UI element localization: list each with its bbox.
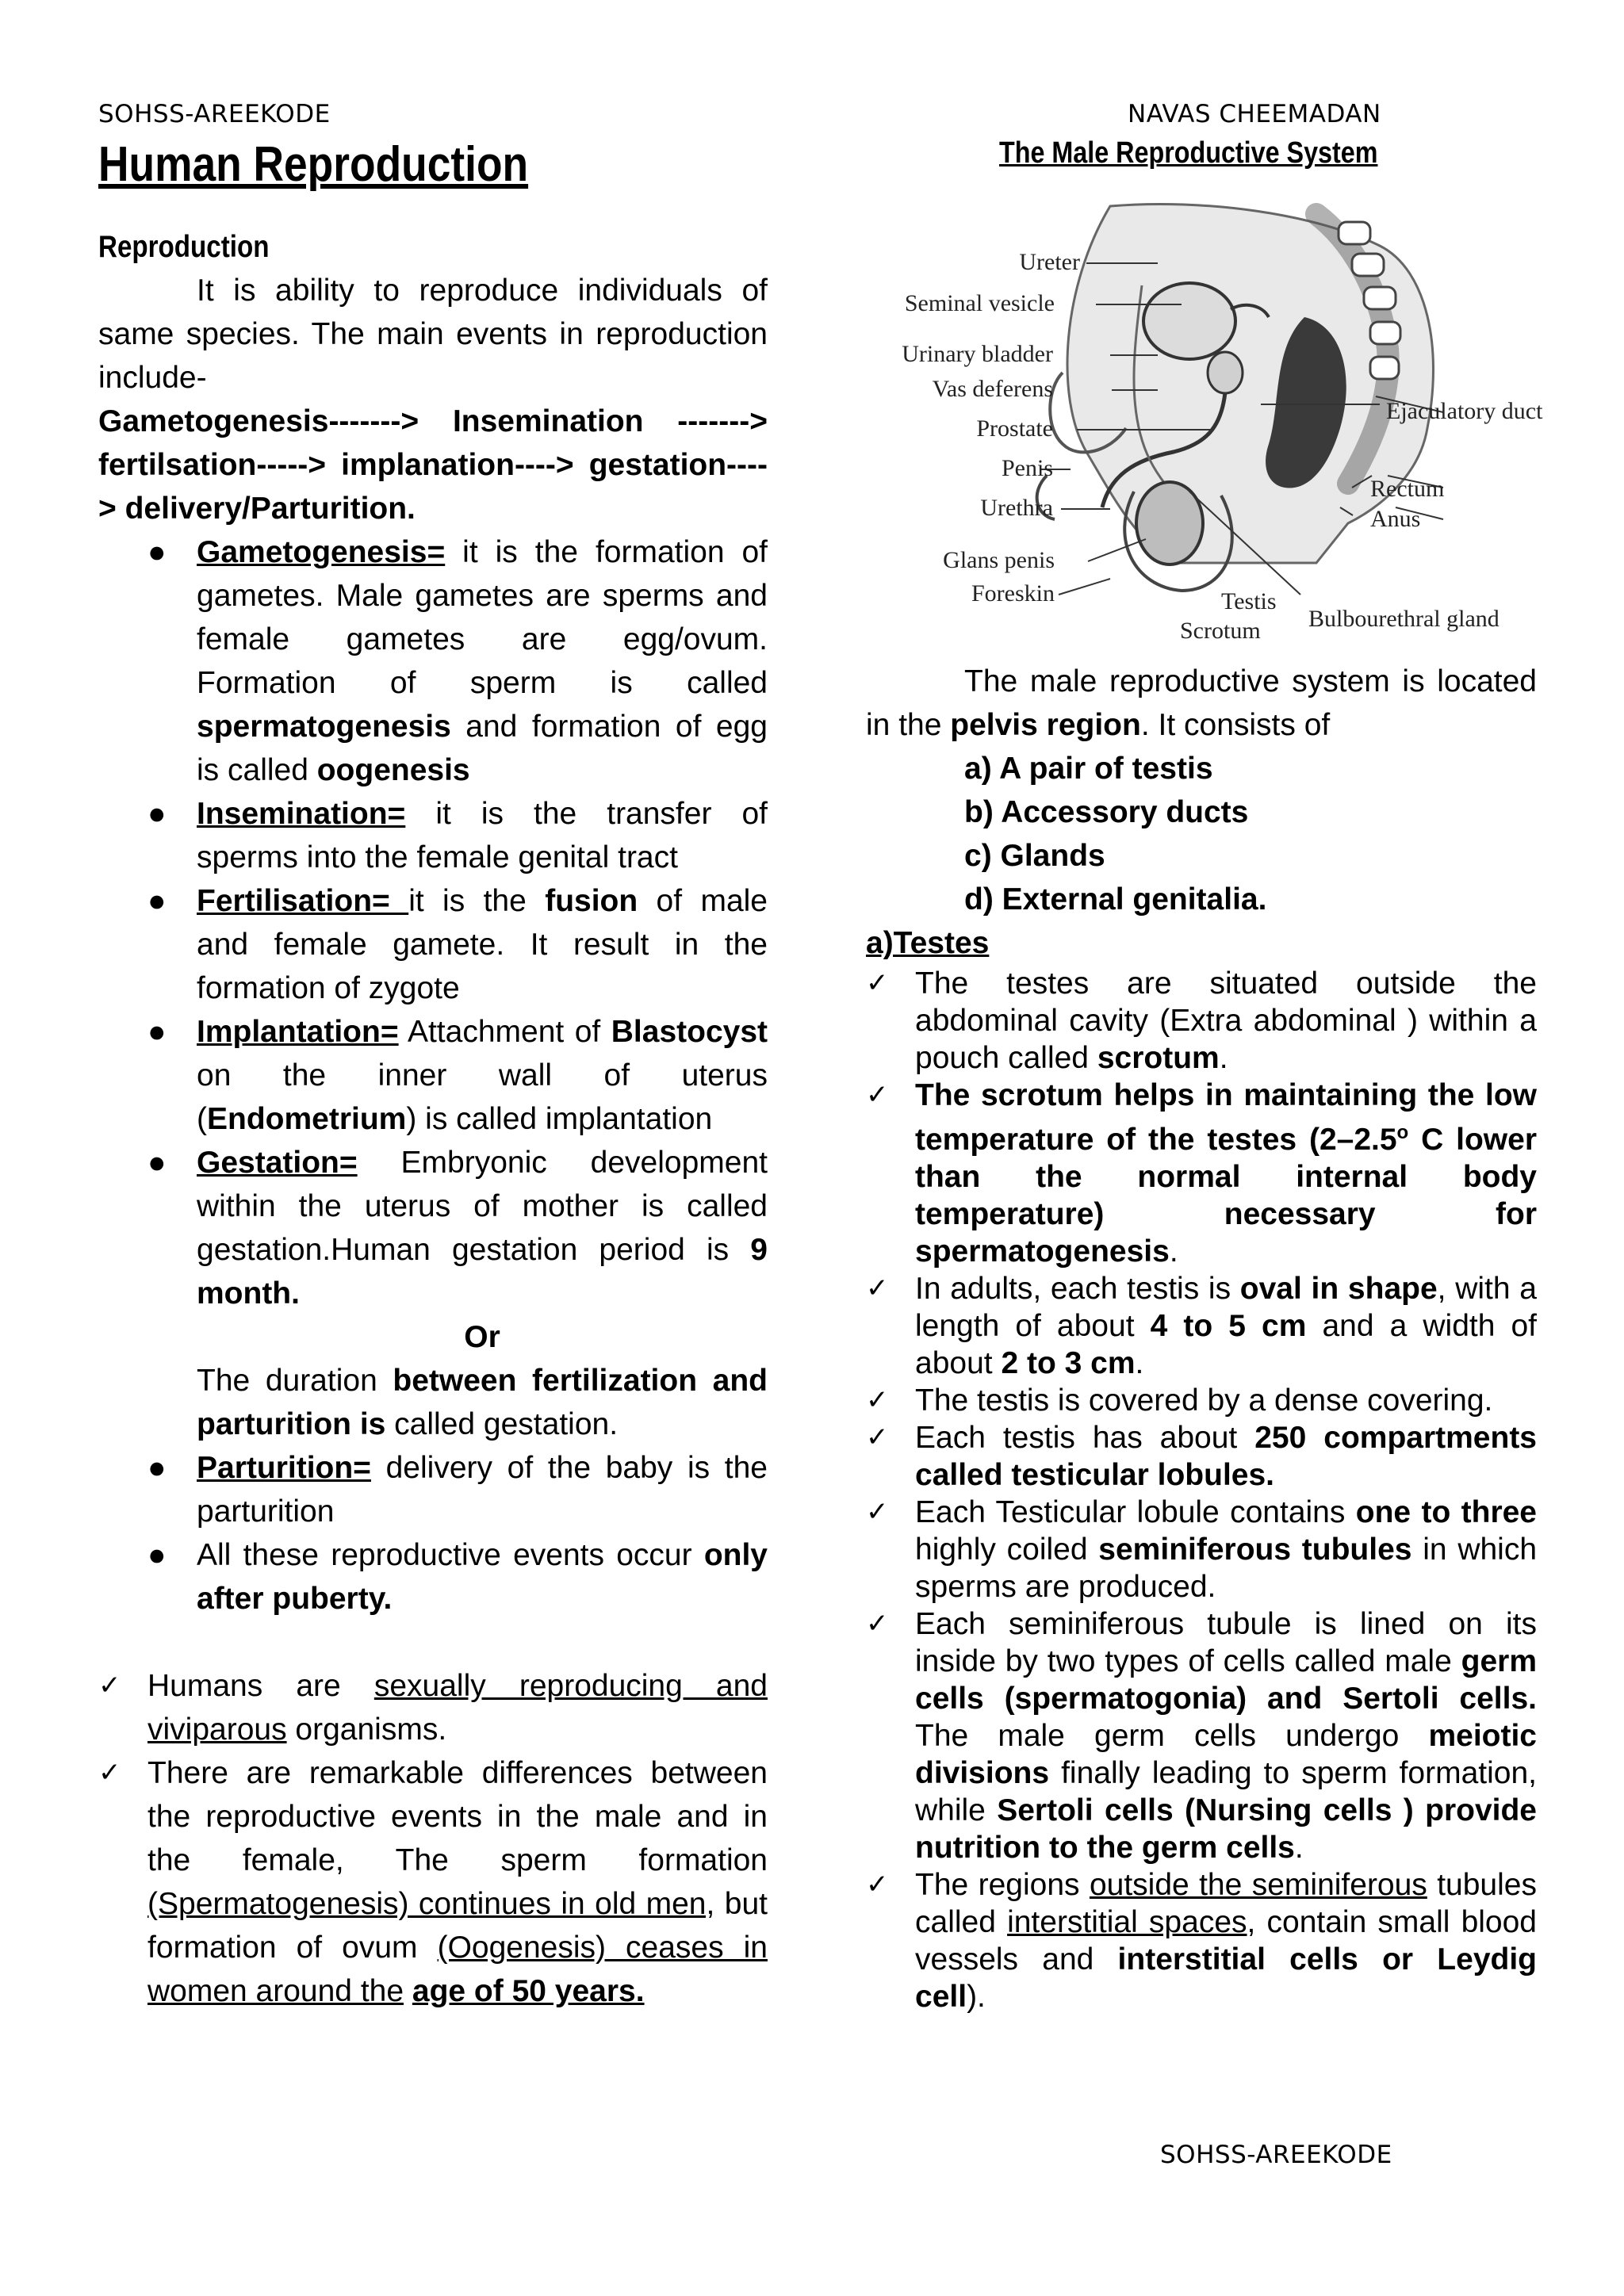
section-heading-reproduction: Reproduction	[98, 230, 270, 264]
list-item-puberty: ● All these reproductive events occur only after puberty.	[197, 1533, 768, 1621]
header-right: NAVAS CHEEMADAN	[1128, 100, 1381, 128]
check-item-cells: ✓ Each seminiferous tubule is lined on its inside by two types of cells called male germ cells (spermatogonia) and Sertoli cells. The male germ cells undergo meiotic divisions finally leading to sperm formation, while Sertoli cells (Nursing cells ) provide nutrition to the germ cells.	[866, 1607, 1537, 1865]
label-urethra: Urethra	[980, 495, 1053, 521]
check-item-shape: ✓ In adults, each testis is oval in shape, with a length of about 4 to 5 cm and a width of about 2 to 3 cm.	[866, 1272, 1538, 1380]
label-bulbourethral-gland: Bulbourethral gland	[1308, 606, 1500, 632]
check-icon: ✓	[866, 967, 889, 999]
male-system-intro: The male reproductive system is located in the pelvis region. It consists of	[866, 664, 1537, 742]
check-icon: ✓	[866, 1869, 889, 1900]
reproduction-intro: It is ability to reproduce individuals of same species. The main events in reproduction include-	[98, 274, 768, 395]
list-item-parturition: ● Parturition= delivery of the baby is the parturition	[197, 1446, 768, 1533]
component-external-genitalia: d) External genitalia.	[964, 882, 1267, 916]
bullet-icon: ●	[147, 535, 167, 569]
check-item-lobules: ✓ Each testis has about 250 compartments called testicular lobules.	[866, 1421, 1537, 1492]
check-icon: ✓	[98, 1670, 121, 1701]
list-item-gestation: ● Gestation= Embryonic development within the uterus of mother is called gestation.Human gestation period is 9 month. Or The duration between fertilization and parturition is called gestation.	[197, 1141, 768, 1446]
reproduction-events: Gametogenesis-------> Insemination -------> fertilsation-----> implanation----> gestation----> delivery/Parturition.	[98, 404, 768, 526]
label-glans-penis: Glans penis	[943, 547, 1055, 573]
check-icon: ✓	[866, 1608, 889, 1640]
check-item-humans: ✓ Humans are sexually reproducing and viviparous organisms.	[147, 1664, 768, 1751]
footer: SOHSS-AREEKODE	[1160, 2141, 1392, 2169]
check-icon: ✓	[866, 1496, 889, 1528]
check-item-covering: ✓ The testis is covered by a dense covering.	[866, 1383, 1493, 1418]
or-separator: Or	[464, 1320, 500, 1354]
label-testis: Testis	[1221, 588, 1277, 614]
bullet-icon: ●	[147, 1146, 167, 1180]
check-icon: ✓	[866, 1384, 889, 1416]
bullet-icon: ●	[147, 1538, 167, 1572]
check-item-scrotum: ✓ The scrotum helps in maintaining the low temperature of the testes (2–2.5$^o$ C lower than the normal internal body temperature) necessary for spermatogenesis.	[866, 1078, 1537, 1269]
testes-check-list	[866, 965, 1537, 2015]
label-ureter: Ureter	[1019, 249, 1080, 275]
check-item-differences: ✓ There are remarkable differences between the reproductive events in the male and in the female, The sperm formation (Spermatogenesis) continues in old men, but formation of ovum (Oogenesis) ceases in women around the age of 50 years.	[147, 1751, 768, 2013]
list-item-fertilisation: ● Fertilisation= it is the fusion of male and female gamete. It result in the formation of zygote	[197, 879, 768, 1010]
section-heading-testes: a)Testes	[866, 926, 990, 960]
label-foreskin: Foreskin	[971, 580, 1055, 607]
label-seminal-vesicle: Seminal vesicle	[904, 290, 1055, 316]
label-vas-deferens: Vas deferens	[932, 376, 1053, 402]
label-ejaculatory-duct: Ejaculatory duct	[1386, 398, 1543, 424]
bullet-icon: ●	[147, 884, 167, 918]
events-list	[98, 530, 768, 1621]
gestation-alt-definition: The duration between fertilization and parturition is called gestation.	[197, 1364, 768, 1441]
label-urinary-bladder: Urinary bladder	[902, 341, 1053, 367]
component-glands: c) Glands	[964, 839, 1105, 873]
list-item-insemination: ● Insemination= it is the transfer of sperms into the female genital tract	[197, 792, 768, 879]
check-icon: ✓	[866, 1079, 889, 1111]
header-left: SOHSS-AREEKODE	[98, 100, 331, 128]
check-item-tubules: ✓ Each Testicular lobule contains one to three highly coiled seminiferous tubules in which sperms are produced.	[866, 1495, 1538, 1604]
list-item-implantation: ● Implantation= Attachment of Blastocyst on the inner wall of uterus (Endometrium) is called implantation	[197, 1010, 768, 1141]
bullet-icon: ●	[147, 1015, 167, 1049]
check-icon: ✓	[866, 1272, 889, 1304]
figure-title: The Male Reproductive System	[999, 136, 1378, 170]
label-penis: Penis	[1001, 455, 1053, 481]
check-item-interstitial: ✓ The regions outside the seminiferous tubules called interstitial spaces, contain small blood vessels and interstitial cells or Leydig cell).	[866, 1868, 1537, 2014]
component-accessory-ducts: b) Accessory ducts	[964, 795, 1249, 829]
list-item-gametogenesis: ● Gametogenesis= it is the formation of gametes. Male gametes are sperms and female gametes are egg/ovum. Formation of sperm is called spermatogenesis and formation of egg is called oogenesis	[197, 530, 768, 792]
label-prostate: Prostate	[976, 415, 1053, 442]
bullet-icon: ●	[147, 797, 167, 831]
component-testis: a) A pair of testis	[964, 752, 1213, 786]
left-check-list	[98, 1664, 768, 2013]
label-anus: Anus	[1370, 506, 1421, 532]
anatomy-illustration	[1037, 204, 1434, 591]
bullet-icon: ●	[147, 1451, 167, 1485]
right-column	[866, 660, 1537, 2015]
male-reproductive-system-diagram	[872, 190, 1594, 650]
check-icon: ✓	[866, 1422, 889, 1453]
check-item-location: ✓ The testes are situated outside the abdominal cavity (Extra abdominal ) within a pouch called scrotum.	[866, 966, 1537, 1075]
check-icon: ✓	[98, 1757, 121, 1789]
left-column	[98, 225, 768, 2013]
label-scrotum: Scrotum	[1180, 618, 1261, 644]
page-title: Human Reproduction	[98, 137, 529, 192]
label-rectum: Rectum	[1370, 476, 1445, 502]
